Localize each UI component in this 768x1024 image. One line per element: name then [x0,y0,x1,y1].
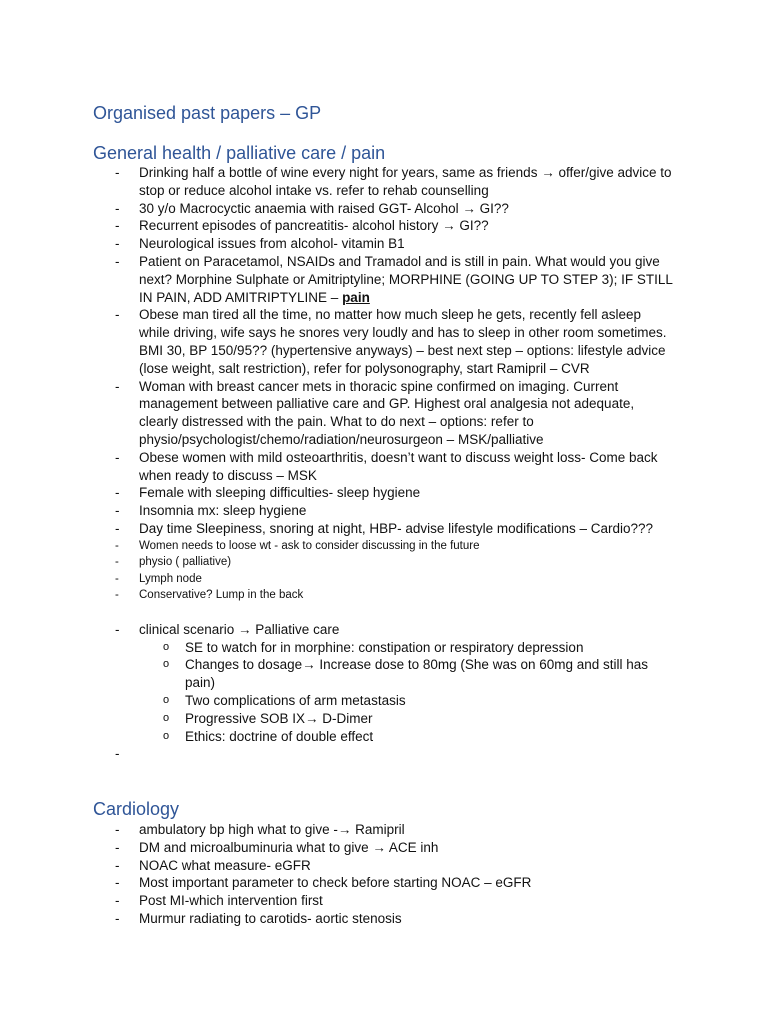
dash-bullet: - [115,165,120,180]
dash-bullet: - [115,200,120,216]
circle-bullet: o [163,658,170,671]
dash-bullet: - [115,485,120,501]
circle-bullet: o [163,729,170,742]
list-item-text: Murmur radiating to carotids- aortic stenosis [139,910,402,926]
list-item-text: Neurological issues from alcohol- vitamin B1 [139,236,405,252]
dash-bullet: - [115,378,120,394]
section-heading-cardiology: Cardiology [93,799,180,819]
list-item-text: Insomnia mx: sleep hygiene [139,503,307,519]
list-item [0,164,674,200]
sub-list-item-text: Changes to dosage→ Increase dose to 80mg (She was on 60mg and still has pain) [185,657,649,691]
section-heading-general-health: General health / palliative care / pain [93,143,386,163]
list-item [0,910,674,928]
list-item-text: DM and microalbuminuria what to give → ACE inh [139,839,439,855]
sub-list-item-text: Progressive SOB IX→ D-Dimer [185,710,373,726]
dash-bullet: - [115,839,120,855]
dash-bullet: - [115,822,120,837]
general-health-list [0,164,674,763]
list-item-text: Patient on Paracetamol, NSAIDs and Tramadol and is still in pain. What would you give next? Morphine Sulphate or Amitriptyline; MORPHINE (GOING UP TO STEP 3); IF STILL IN PAIN, ADD AMITRIPTYLINE – [139,253,673,305]
sub-list-item-text: Ethics: doctrine of double effect [185,728,374,744]
list-item [0,587,674,604]
list-item-text: Post MI-which intervention first [139,893,323,909]
list-item [0,217,674,235]
list-item-text: Obese women with mild osteoarthritis, doesn’t want to discuss weight loss- Come back when ready to discuss – MSK [139,449,658,483]
list-item [0,306,674,377]
dash-bullet: - [115,621,120,637]
sub-list-item [139,692,655,710]
list-item [0,821,674,839]
emphasis-pain: pain [342,289,370,305]
palliative-subitems [139,639,674,746]
list-item-text: Conservative? Lump in the back [139,589,304,602]
list-item [0,484,674,502]
list-item-text: 30 y/o Macrocyctic anaemia with raised GGT- Alcohol → GI?? [139,200,509,216]
dash-bullet: - [115,857,120,873]
sub-list-item-text: Two complications of arm metastasis [185,692,406,708]
list-item-text: ambulatory bp high what to give -→ Ramipril [139,822,405,837]
list-item [0,571,674,588]
dash-bullet: - [115,556,119,569]
list-item [0,200,674,218]
dash-bullet: - [115,572,119,585]
dash-bullet: - [115,910,120,926]
dash-bullet: - [115,875,120,891]
dash-bullet: - [115,236,120,252]
dash-bullet: - [115,503,120,519]
list-item [0,874,674,892]
list-item [0,378,674,449]
sub-list-item-text: SE to watch for in morphine: constipation or respiratory depression [185,639,584,655]
document-title: Organised past papers – GP [93,103,322,123]
list-item-text: physio ( palliative) [139,556,232,569]
dash-bullet: - [115,218,120,234]
dash-bullet: - [115,893,120,909]
dash-bullet: - [115,449,120,465]
list-item-text: Lymph node [139,572,202,585]
list-item-text: Day time Sleepiness, snoring at night, HBP- advise lifestyle modifications – Cardio??? [139,520,654,536]
cardiology-list [0,821,674,928]
sub-list-item [139,710,655,728]
list-item [0,857,674,875]
list-item [0,745,674,763]
circle-bullet: o [163,640,170,653]
dash-bullet: - [115,539,119,552]
list-item-text: Recurrent episodes of pancreatitis- alcohol history → GI?? [139,218,489,234]
dash-bullet: - [115,520,120,536]
sub-list-item [139,639,655,657]
list-item [0,253,674,306]
list-item-text: clinical scenario → Palliative care [139,621,340,637]
list-item [0,502,674,520]
list-item [0,538,674,555]
sub-list-item [139,656,655,692]
list-item-text: NOAC what measure- eGFR [139,857,311,873]
list-item-text: Drinking half a bottle of wine every night for years, same as friends → offer/give advice to stop or reduce alcohol intake vs. refer to rehab counselling [139,165,672,198]
list-item [0,554,674,571]
list-item-text: Obese man tired all the time, no matter how much sleep he gets, recently fell asleep while driving, wife says he snores very loudly and has to sleep in other room sometimes. BMI 30, BP 150/95?? (hypertensive anyways) – best next step – options: lifestyle advice (lose weight, salt restriction), refer for polysonography, start Ramipril – CVR [139,307,667,376]
dash-bullet: - [115,253,120,269]
dash-bullet: - [115,746,120,762]
list-item [0,449,674,485]
list-item [0,892,674,910]
list-item-text: Women needs to loose wt - ask to consider discussing in the future [139,539,480,552]
list-item [0,235,674,253]
dash-bullet: - [115,307,120,323]
circle-bullet: o [163,711,170,724]
circle-bullet: o [163,693,170,706]
sub-list-item [139,728,655,746]
list-item-text: Woman with breast cancer mets in thoracic spine confirmed on imaging. Current management between palliative care and GP. Highest oral analgesia not adequate, clearly distressed with the pain. What to do next – options: refer to physio/psychologist/chemo/radiation/neurosurgeon – MSK/palliative [139,378,635,447]
dash-bullet: - [115,589,119,602]
list-item [0,520,674,538]
list-item-text: Most important parameter to check before starting NOAC – eGFR [139,875,532,891]
list-item-text: Female with sleeping difficulties- sleep hygiene [139,485,421,501]
list-item [0,839,674,857]
list-item [0,621,674,746]
